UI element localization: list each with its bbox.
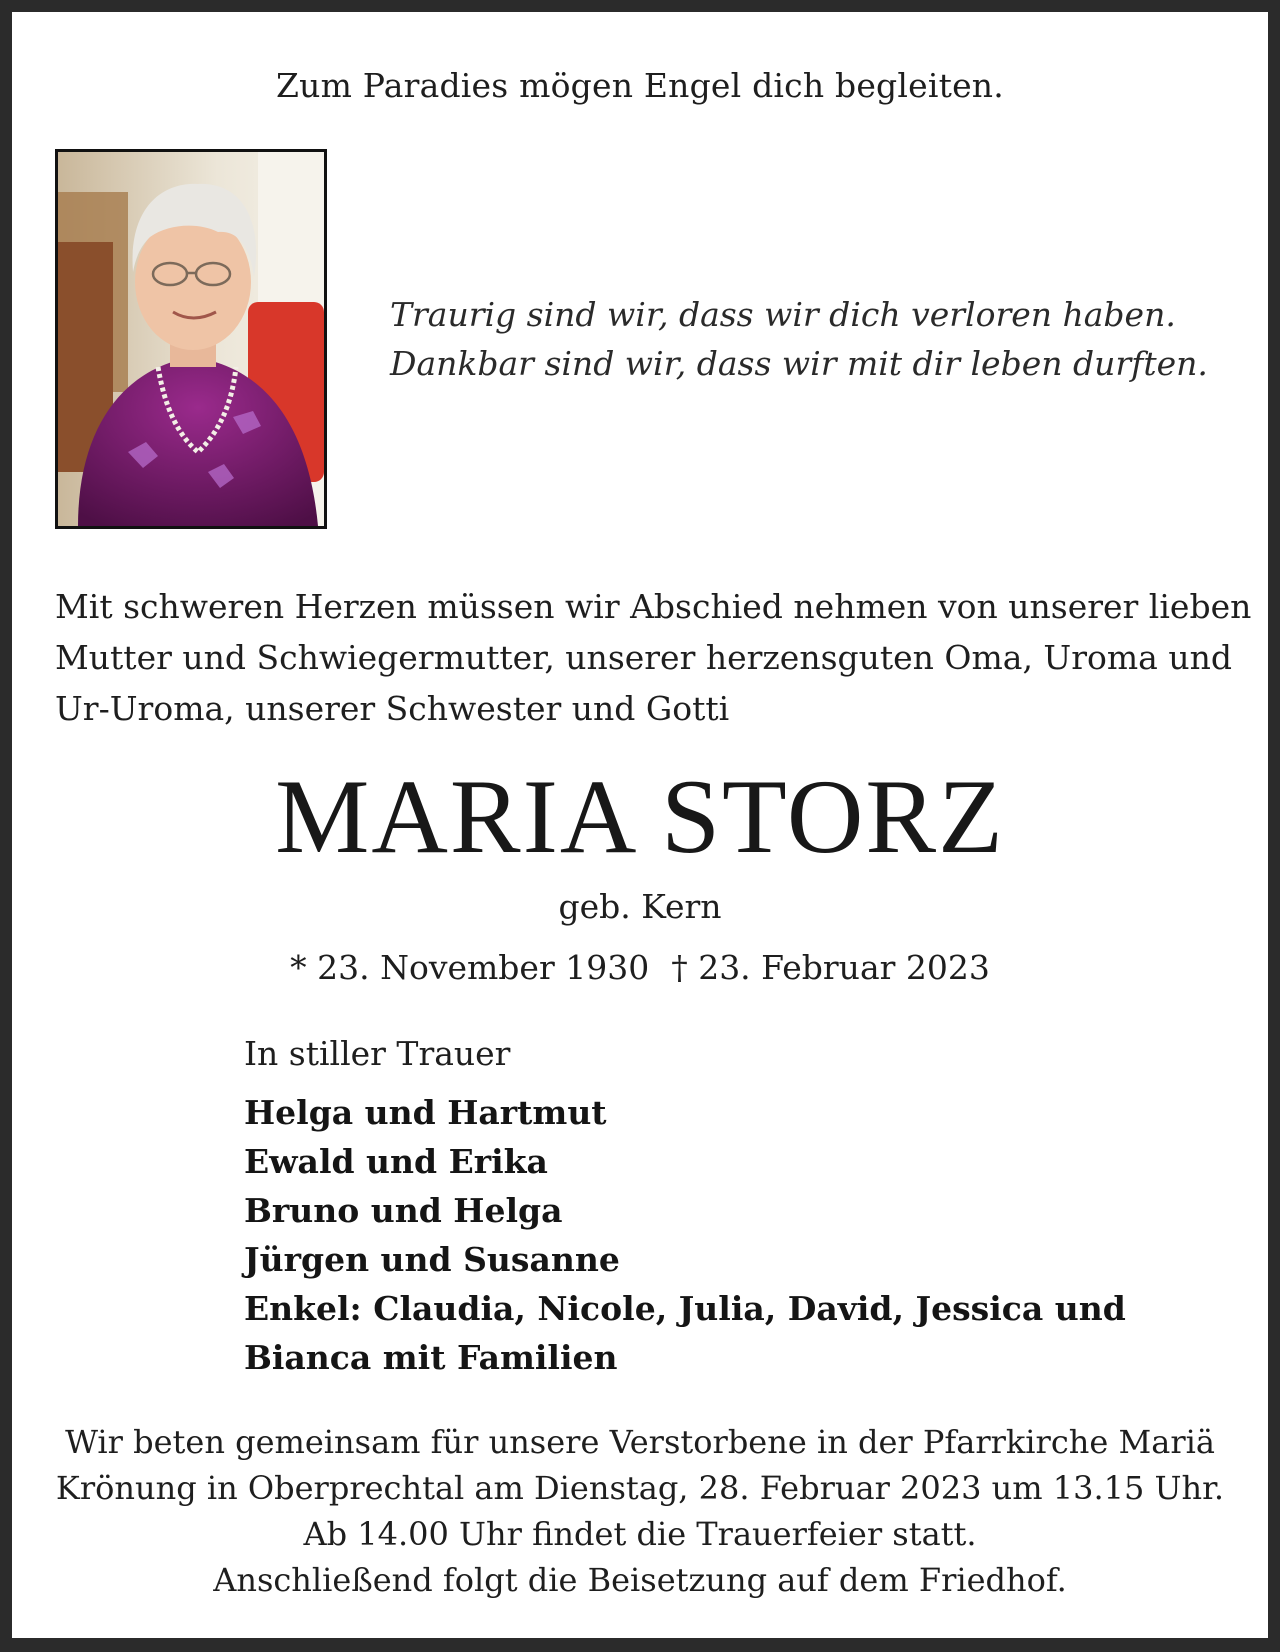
motto-line: Zum Paradies mögen Engel dich begleiten. (276, 66, 1004, 105)
life-dates (12, 946, 1268, 990)
portrait-photo (55, 149, 327, 529)
death-date: † 23. Februar 2023 (671, 948, 990, 987)
mourner-line: Enkel: Claudia, Nicole, Julia, David, Jessica und (244, 1289, 1126, 1328)
obituary-notice (12, 12, 1268, 1638)
birth-date: * 23. November 1930 (290, 948, 650, 987)
intro-line-2: Mutter und Schwiegermutter, unserer herzensguten Oma, Uroma und (55, 638, 1232, 677)
mourner-line: Ewald und Erika (244, 1142, 548, 1181)
service-line: Wir beten gemeinsam für unsere Verstorbene in der Pfarrkirche Mariä (65, 1423, 1215, 1461)
quote-line-2: Dankbar sind wir, dass wir mit dir leben durften. (390, 344, 1208, 383)
intro-line-3: Ur-Uroma, unserer Schwester und Gotti (55, 689, 730, 728)
service-details (12, 1419, 1268, 1603)
maiden-name: geb. Kern (558, 887, 722, 926)
farewell-intro (55, 581, 1252, 734)
intro-line-1: Mit schweren Herzen müssen wir Abschied nehmen von unserer lieben (55, 587, 1252, 626)
mourning-intro: In stiller Trauer (244, 1034, 511, 1073)
service-line: Ab 14.00 Uhr findet die Trauerfeier statt. (303, 1515, 977, 1553)
quote-line-1: Traurig sind wir, dass wir dich verloren haben. (390, 295, 1176, 334)
memorial-quote (390, 290, 1208, 388)
service-line: Krönung in Oberprechtal am Dienstag, 28. Februar 2023 um 13.15 Uhr. (55, 1469, 1225, 1507)
mourner-line: Helga und Hartmut (244, 1093, 607, 1132)
mourner-line: Jürgen und Susanne (244, 1240, 620, 1279)
deceased-name: MARIA STORZ (275, 758, 1005, 875)
portrait-illustration (58, 152, 324, 526)
mourner-line: Bianca mit Familien (244, 1338, 618, 1377)
mourners-list (244, 1088, 1126, 1382)
mourner-line: Bruno und Helga (244, 1191, 563, 1230)
service-line: Anschließend folgt die Beisetzung auf dem Friedhof. (213, 1561, 1067, 1599)
